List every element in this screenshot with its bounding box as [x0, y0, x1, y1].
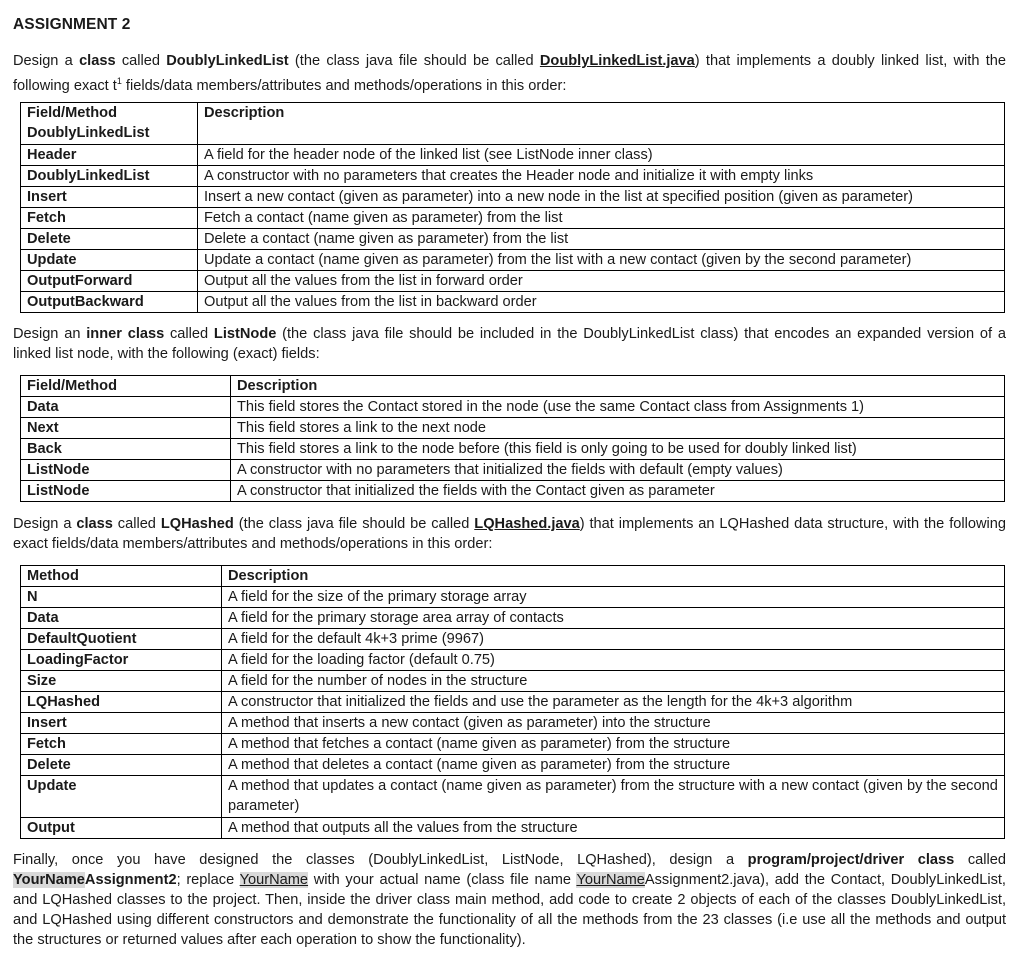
intro3-filename: LQHashed.java: [474, 516, 580, 532]
lqhashed-intro: [13, 514, 1006, 554]
row-description: Insert a new contact (given as parameter) into a new node in the list at specified position (given as parameter): [198, 187, 1005, 208]
final-highlight-yourname: YourName: [239, 872, 309, 888]
row-description: This field stores a link to the next node: [231, 418, 1005, 439]
table-row: [21, 166, 1005, 187]
table-row: [21, 713, 1005, 734]
row-description: A method that outputs all the values from the structure: [222, 818, 1005, 839]
list-node-intro: [13, 324, 1006, 364]
intro2-text-3: (the class java file should be included in the DoublyLinkedList class) that encodes an expanded version of a linked list node, with the following (exact) fields:: [13, 326, 1006, 362]
table-row: [21, 397, 1005, 418]
final-bold-driver-class: program/project/driver class: [747, 852, 955, 868]
final-text-3: ; replace: [176, 872, 240, 888]
row-field: Data: [21, 397, 231, 418]
row-field: Delete: [21, 229, 198, 250]
table-header-desc: Description: [198, 103, 1005, 145]
row-field: DoublyLinkedList: [21, 166, 198, 187]
row-field: Size: [21, 671, 222, 692]
final-text-5: Assignment2.java), add the Contact, DoublyLinkedList, and LQHashed classes to the project. Then, inside the driver class main method, add code to create 2 objects of each of the classes DoublyLinkedList, and LQHashed using different constructors and demonstrate the functionality of all the methods from the 23 classes (i.e use all the methods and output the structures or returned values after each operation to show the functionality).: [13, 872, 1006, 948]
row-field: Back: [21, 439, 231, 460]
row-description: A constructor that initialized the fields with the Contact given as parameter: [231, 481, 1005, 502]
row-description: Output all the values from the list in forward order: [198, 271, 1005, 292]
row-description: A field for the number of nodes in the structure: [222, 671, 1005, 692]
table-header-field: [21, 103, 198, 145]
row-description: A method that updates a contact (name given as parameter) from the structure with a new contact (given by the second parameter): [222, 776, 1005, 818]
table-header-row: [21, 376, 1005, 397]
row-description: A method that inserts a new contact (given as parameter) into the structure: [222, 713, 1005, 734]
row-description: A field for the default 4k+3 prime (9967): [222, 629, 1005, 650]
row-field: Insert: [21, 713, 222, 734]
lqhashed-table: [20, 565, 1005, 839]
intro1-text-3: (the class java file should be called: [288, 53, 540, 69]
final-text-4: with your actual name (class file name: [308, 872, 577, 888]
row-description: A constructor with no parameters that initialized the fields with default (empty values): [231, 460, 1005, 481]
row-description: A constructor with no parameters that creates the Header node and initialize it with empty links: [198, 166, 1005, 187]
intro1-text-4: ) that implements a doubly linked list, with the following exact t: [13, 53, 1006, 94]
table-row: [21, 145, 1005, 166]
table-row: [21, 692, 1005, 713]
final-highlight-yourname-bold: YourName: [13, 872, 85, 888]
table-row: [21, 818, 1005, 839]
row-description: A field for the header node of the linked list (see ListNode inner class): [198, 145, 1005, 166]
table-row: [21, 250, 1005, 271]
table-header-desc: Description: [231, 376, 1005, 397]
table-row: [21, 776, 1005, 818]
table-row: [21, 229, 1005, 250]
final-text-1: Finally, once you have designed the classes (DoublyLinkedList, ListNode, LQHashed), design a: [13, 852, 748, 868]
row-description: A field for the loading factor (default 0.75): [222, 650, 1005, 671]
row-description: A constructor that initialized the fields and use the parameter as the length for the 4k+3 algorithm: [222, 692, 1005, 713]
intro3-text-4: ) that implements an LQHashed data structure, with the following exact fields/data members/attributes and methods/operations in this order:: [13, 516, 1006, 552]
row-field: N: [21, 587, 222, 608]
intro3-bold-classname: LQHashed: [160, 516, 234, 532]
row-description: Output all the values from the list in backward order: [198, 292, 1005, 313]
doubly-linked-list-intro: [13, 51, 1006, 96]
row-field: Update: [21, 250, 198, 271]
intro3-bold-class: class: [76, 516, 113, 532]
row-description: Delete a contact (name given as parameter) from the list: [198, 229, 1005, 250]
row-description: A field for the primary storage area array of contacts: [222, 608, 1005, 629]
table-row: [21, 671, 1005, 692]
row-field: ListNode: [21, 460, 231, 481]
intro1-bold-classname: DoublyLinkedList: [166, 53, 289, 69]
row-field: Data: [21, 608, 222, 629]
table-row: [21, 271, 1005, 292]
intro1-text-1: Design a: [13, 53, 80, 69]
intro2-bold-inner-class: inner class: [86, 326, 165, 342]
row-description: A method that fetches a contact (name given as parameter) from the structure: [222, 734, 1005, 755]
table-row: [21, 292, 1005, 313]
row-field: Insert: [21, 187, 198, 208]
intro1-filename: DoublyLinkedList.java: [539, 53, 695, 69]
final-bold-assignment2: Assignment2: [84, 872, 177, 888]
table-header-row: [21, 103, 1005, 145]
table-row: [21, 608, 1005, 629]
table-row: [21, 755, 1005, 776]
table-header-desc: Description: [222, 566, 1005, 587]
row-description: Update a contact (name given as parameter) from the list with a new contact (given by the second parameter): [198, 250, 1005, 271]
row-field: Next: [21, 418, 231, 439]
row-field: OutputForward: [21, 271, 198, 292]
table-row: [21, 734, 1005, 755]
row-description: This field stores a link to the node before (this field is only going to be used for doubly linked list): [231, 439, 1005, 460]
row-description: Fetch a contact (name given as parameter) from the list: [198, 208, 1005, 229]
row-field: Update: [21, 776, 222, 818]
header-field-label: Field/Method: [27, 105, 117, 121]
row-field: LQHashed: [21, 692, 222, 713]
row-field: Header: [21, 145, 198, 166]
intro1-text-5: fields/data members/attributes and methods/operations in this order:: [121, 77, 567, 94]
intro2-text-2: called: [164, 326, 214, 342]
header-field-label-2: DoublyLinkedList: [27, 125, 150, 141]
final-highlight-yourname-file: YourName: [576, 872, 645, 888]
table-row: [21, 460, 1005, 481]
row-field: Output: [21, 818, 222, 839]
row-field: Fetch: [21, 208, 198, 229]
intro3-text-2: called: [112, 516, 161, 532]
table-row: [21, 418, 1005, 439]
intro1-superscript: 1: [116, 76, 122, 86]
row-field: Fetch: [21, 734, 222, 755]
row-field: OutputBackward: [21, 292, 198, 313]
row-field: ListNode: [21, 481, 231, 502]
table-row: [21, 439, 1005, 460]
table-header-field: Method: [21, 566, 222, 587]
doubly-linked-list-table: [20, 102, 1005, 313]
final-text-2: called: [954, 852, 1006, 868]
table-header-field: Field/Method: [21, 376, 231, 397]
intro1-text-2: called: [115, 53, 167, 69]
intro1-bold-class: class: [79, 53, 116, 69]
row-field: Delete: [21, 755, 222, 776]
table-row: [21, 481, 1005, 502]
intro3-text-1: Design a: [13, 516, 77, 532]
list-node-table: [20, 375, 1005, 502]
intro3-text-3: (the class java file should be called: [233, 516, 475, 532]
row-field: LoadingFactor: [21, 650, 222, 671]
table-header-row: [21, 566, 1005, 587]
intro2-text-1: Design an: [13, 326, 87, 342]
page-title: ASSIGNMENT 2: [13, 16, 131, 33]
table-row: [21, 208, 1005, 229]
row-description: A method that deletes a contact (name given as parameter) from the structure: [222, 755, 1005, 776]
row-description: A field for the size of the primary storage array: [222, 587, 1005, 608]
row-field: DefaultQuotient: [21, 629, 222, 650]
table-row: [21, 650, 1005, 671]
driver-class-instructions: [13, 850, 1006, 950]
intro2-bold-classname: ListNode: [213, 326, 277, 342]
row-description: This field stores the Contact stored in the node (use the same Contact class from Assignments 1): [231, 397, 1005, 418]
table-row: [21, 629, 1005, 650]
table-row: [21, 587, 1005, 608]
table-row: [21, 187, 1005, 208]
